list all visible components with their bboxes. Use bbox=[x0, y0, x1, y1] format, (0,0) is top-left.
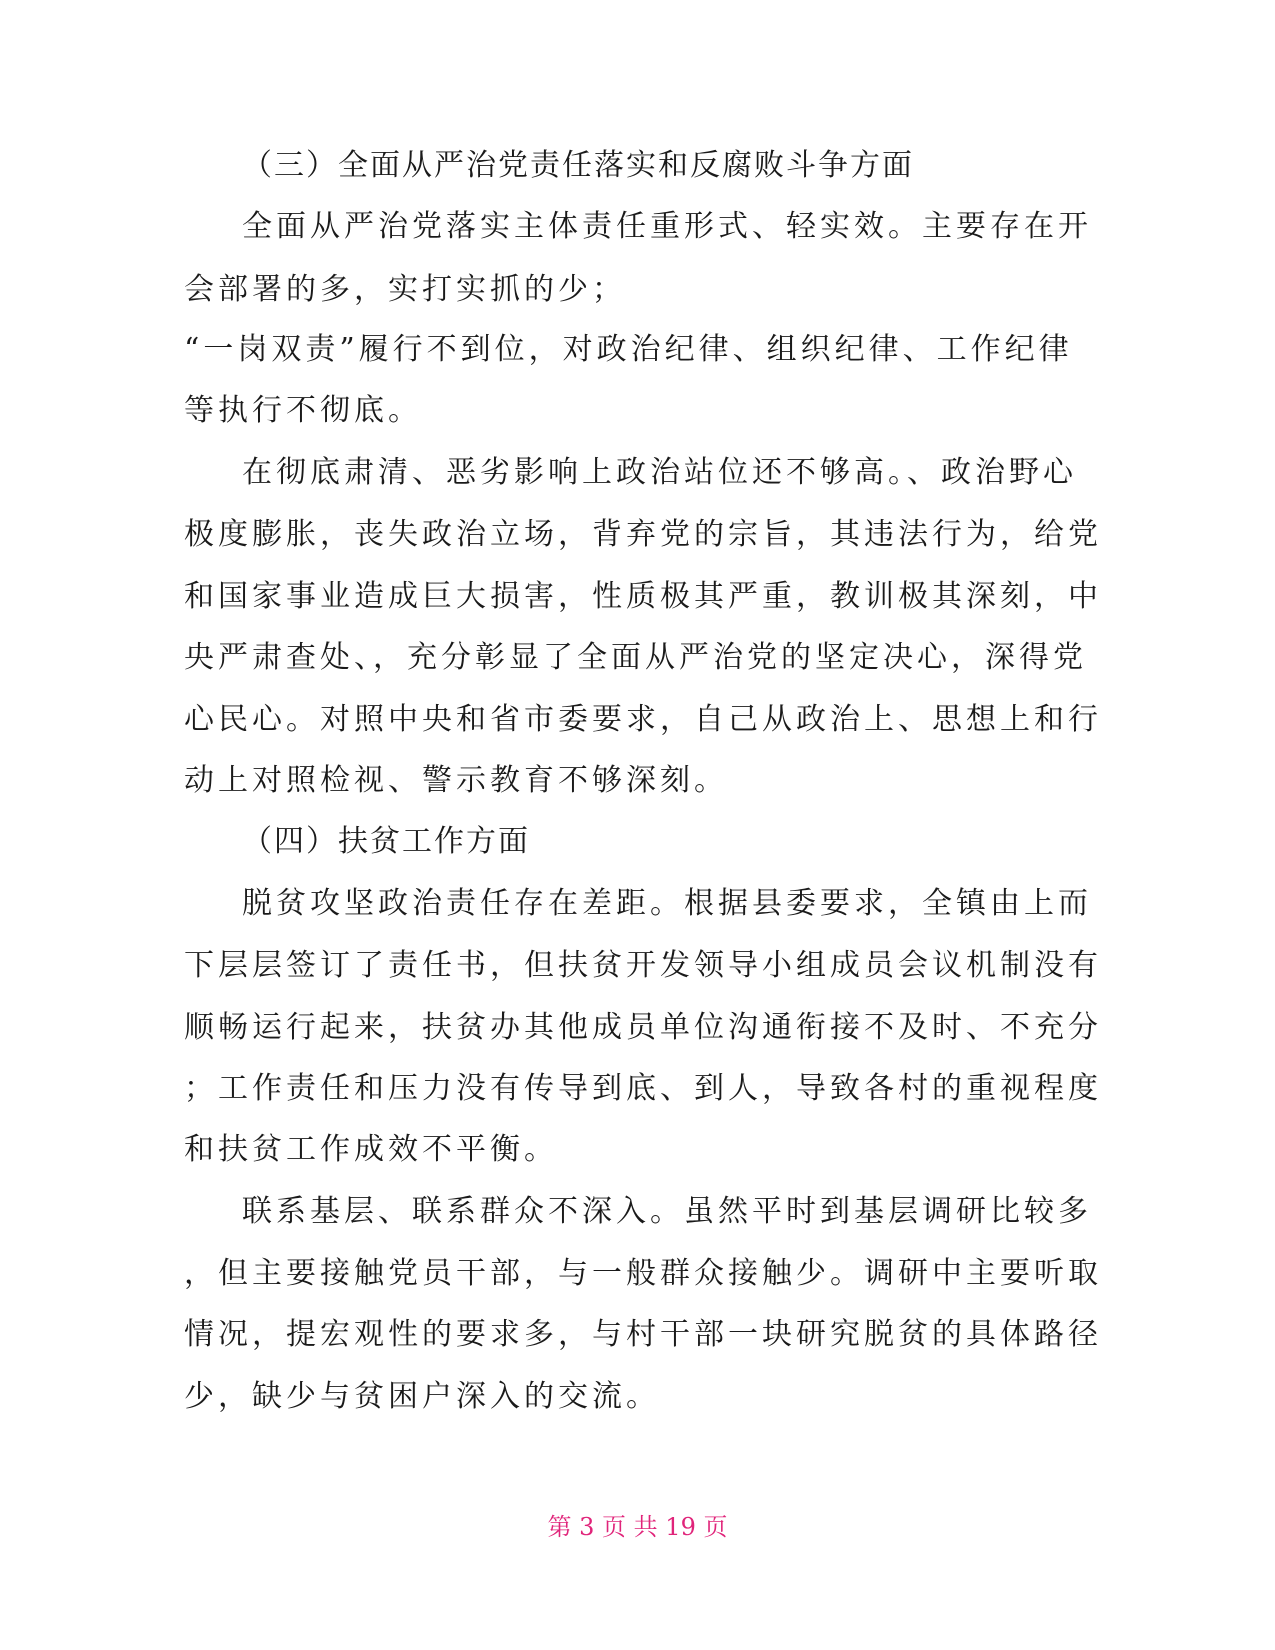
paragraph-line: ；工作责任和压力没有传导到底、到人，导致各村的重视程度 bbox=[184, 1071, 1102, 1106]
paragraph-line: 和国家事业造成巨大损害，性质极其严重，教训极其深刻，中 bbox=[184, 579, 1102, 614]
paragraph-line: “一岗双责”履行不到位，对政治纪律、组织纪律、工作纪律 bbox=[184, 332, 1073, 367]
paragraph-line: 会部署的多，实打实抓的少； bbox=[184, 272, 626, 307]
paragraph-line: 央严肃查处、，充分彰显了全面从严治党的坚定决心，深得党 bbox=[184, 640, 1087, 675]
section-heading-4: （四）扶贫工作方面 bbox=[242, 824, 530, 859]
paragraph-line: 联系基层、联系群众不深入。虽然平时到基层调研比较多 bbox=[242, 1194, 1092, 1229]
paragraph-line: 动上对照检视、警示教育不够深刻。 bbox=[184, 763, 728, 798]
paragraph-line: 下层层签订了责任书，但扶贫开发领导小组成员会议机制没有 bbox=[184, 948, 1102, 983]
page-number-footer: 第 3 页 共 19 页 bbox=[547, 1513, 728, 1541]
paragraph-line: 心民心。对照中央和省市委要求，自己从政治上、思想上和行 bbox=[184, 702, 1102, 737]
paragraph-line: 和扶贫工作成效不平衡。 bbox=[184, 1132, 558, 1167]
paragraph-line: 情况，提宏观性的要求多，与村干部一块研究脱贫的具体路径 bbox=[184, 1317, 1102, 1352]
paragraph-line: 极度膨胀，丧失政治立场，背弃党的宗旨，其违法行为，给党 bbox=[184, 517, 1102, 552]
paragraph-line: 少，缺少与贫困户深入的交流。 bbox=[184, 1379, 660, 1414]
paragraph-line: 顺畅运行起来，扶贫办其他成员单位沟通衔接不及时、不充分 bbox=[184, 1010, 1102, 1045]
paragraph-line: 在彻底肃清、恶劣影响上政治站位还不够高。、政治野心 bbox=[242, 455, 1077, 490]
paragraph-line: 脱贫攻坚政治责任存在差距。根据县委要求，全镇由上而 bbox=[242, 886, 1092, 921]
paragraph-line: 等执行不彻底。 bbox=[184, 393, 422, 428]
paragraph-line: 全面从严治党落实主体责任重形式、轻实效。主要存在开 bbox=[242, 209, 1092, 244]
section-heading-3: （三）全面从严治党责任落实和反腐败斗争方面 bbox=[242, 148, 914, 183]
paragraph-line: ，但主要接触党员干部，与一般群众接触少。调研中主要听取 bbox=[184, 1256, 1102, 1291]
